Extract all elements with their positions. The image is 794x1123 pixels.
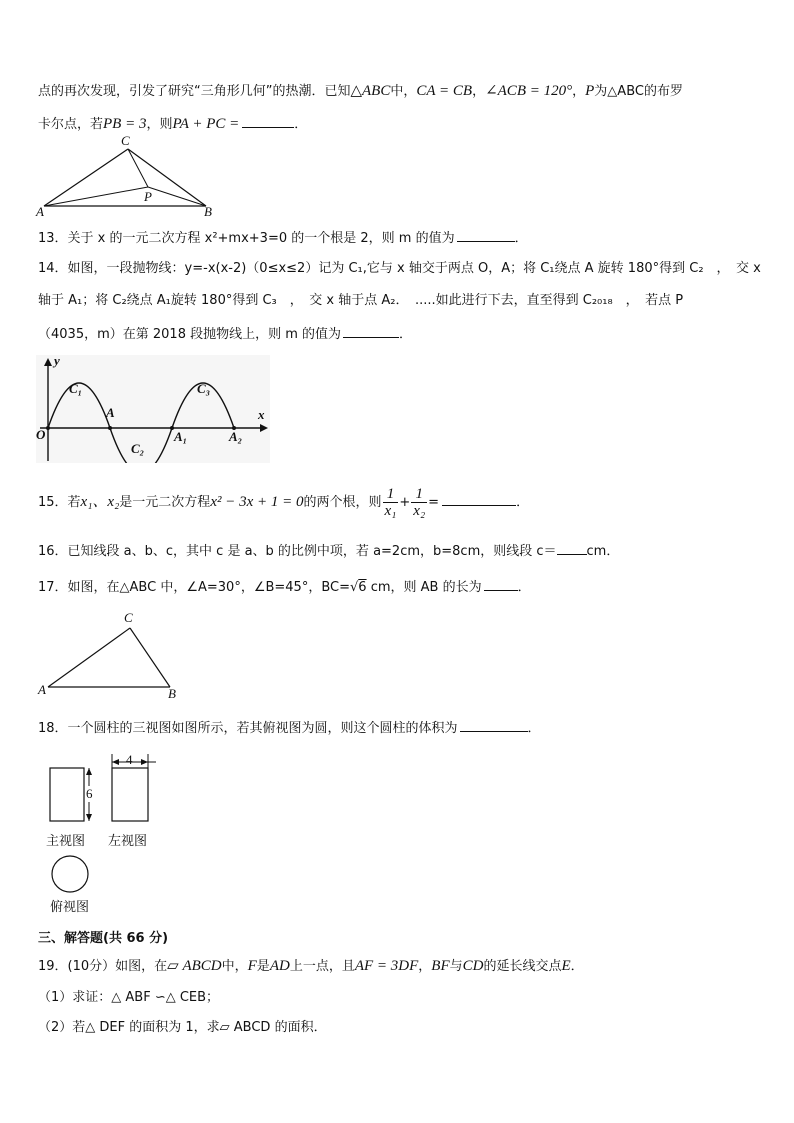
q14-answer-blank[interactable]	[343, 323, 399, 338]
q15-vars: x₁、x₂	[80, 494, 120, 510]
section3-heading: 三、解答题(共 66 分)	[38, 931, 169, 946]
q15-num1: 1	[383, 486, 399, 503]
q14-x-arrow	[260, 424, 268, 432]
q18-figure	[44, 750, 184, 920]
q15-text-a: 15．若	[38, 495, 81, 510]
q12-seg-pc	[128, 149, 148, 187]
q14-label-a2: A₂	[229, 429, 243, 444]
q14-label-a1: A₁	[174, 429, 188, 444]
q14-line1: 14．如图，一段抛物线：y=-x(x-2)（0≤x≤2）记为 C₁,它与 x 轴交于两点 O，A；将 C₁绕点 A 旋转 180°得到 C₂ ， 交 x	[38, 261, 761, 276]
q12-side-ac	[44, 149, 128, 206]
q12-side-cb	[128, 149, 206, 206]
q18-height-arrow-bottom	[86, 814, 92, 821]
q15-equals: =	[428, 495, 440, 510]
q18-height-arrow-top	[86, 768, 92, 775]
q15-end: ．	[516, 495, 530, 510]
q19-eq: AF = 3DF	[354, 958, 419, 974]
q12-line1	[38, 81, 683, 102]
q12-label-b: B	[204, 204, 212, 219]
q14-label-x: x	[258, 407, 265, 422]
q16-line	[38, 540, 619, 562]
q18-top-view-circle	[52, 856, 88, 892]
q19-text-d: 上一点，且	[289, 959, 355, 974]
q15-text-b: 是一元二次方程	[119, 495, 211, 510]
q17-line	[38, 576, 531, 598]
q19-seg-cd: CD	[462, 958, 484, 974]
q14-label-c1: C₁	[69, 381, 83, 396]
q12-text-b: 中，	[390, 84, 417, 99]
q15-den2: x₂	[413, 503, 426, 519]
q19-text-c: 是	[256, 959, 270, 974]
q14-parabola-diagram	[36, 355, 270, 463]
q19-text-b: 中，	[221, 959, 248, 974]
q12-text-d: 卡尔点，若	[38, 117, 104, 132]
q18-label-left-view: 左视图	[108, 834, 148, 849]
q14-end: ．	[399, 327, 413, 342]
q18-width-arrow-left	[112, 759, 119, 765]
q17-label-b: B	[168, 686, 176, 701]
q15-equation: x² − 3x + 1 = 0	[210, 494, 304, 510]
q17-text-mid: cm，则 AB 的长为	[366, 580, 482, 595]
q16-answer-blank[interactable]	[557, 540, 587, 555]
q12-text-a: 点的再次发现，引发了研究“三角形几何”的热潮．已知	[38, 84, 351, 99]
q17-label-c: C	[124, 610, 133, 625]
q16-unit: cm．	[586, 544, 620, 559]
q17-figure	[36, 610, 186, 702]
q12-label-a: A	[36, 204, 44, 219]
q15-den1: x₁	[384, 503, 397, 519]
q14-label-a: A	[106, 405, 115, 420]
q12-seg-pb	[148, 187, 206, 206]
q15-text-c: 的两个根，则	[303, 495, 382, 510]
q18-width-arrow-right	[141, 759, 148, 765]
q14-label-o: O	[36, 427, 46, 442]
q18-label-top-view: 俯视图	[50, 900, 90, 915]
q19-parallelogram: ▱ ABCD	[167, 958, 222, 974]
q12-eq-pb: PB = 3	[103, 116, 147, 132]
q15-fraction-1	[383, 486, 399, 519]
q12-eq-ca-cb: CA = CB	[416, 83, 473, 99]
q12-answer-blank[interactable]	[242, 113, 294, 128]
q12-eq-angle: ∠ACB = 120°	[485, 83, 573, 99]
q12-end: ．	[294, 117, 308, 132]
q17-sqrt-value: 6	[358, 580, 367, 595]
q12-triangle: △ABC	[350, 83, 391, 99]
q19-text-g: 的延长线交点	[483, 959, 562, 974]
q17-label-a: A	[38, 682, 46, 697]
q19-end: ．	[570, 959, 584, 974]
q15-line	[38, 484, 529, 521]
q14-text: （4035，m）在第 2018 段抛物线上，则 m 的值为	[38, 327, 342, 342]
q14-y-arrow	[44, 358, 52, 366]
q19-seg-bf: BF	[431, 958, 450, 974]
q12-sep: ，	[472, 84, 486, 99]
q13-line	[38, 227, 528, 249]
q14-label-c3: C₃	[197, 381, 211, 396]
q18-label-front-view: 主视图	[46, 834, 86, 849]
q14-line3	[38, 323, 412, 345]
q17-side-cb	[130, 628, 170, 687]
q19-text-e: ，	[418, 959, 432, 974]
q12-label-c: C	[121, 133, 130, 148]
q15-plus: +	[399, 495, 411, 510]
q17-answer-blank[interactable]	[484, 576, 518, 591]
q15-num2: 1	[411, 486, 427, 503]
q17-text: 17．如图，在△ABC 中，∠A=30°，∠B=45°，BC=	[38, 580, 350, 595]
q15-answer-blank[interactable]	[442, 491, 516, 506]
q13-answer-blank[interactable]	[457, 227, 515, 242]
q18-end: ．	[527, 721, 541, 736]
q19-text-f: 与	[449, 959, 463, 974]
q13-text: 13．关于 x 的一元二次方程 x²+mx+3=0 的一个根是 2，则 m 的值为	[38, 231, 455, 246]
q15-fraction-2	[411, 486, 427, 519]
q14-label-c2: C₂	[131, 441, 145, 456]
q19-seg-ad: AD	[269, 958, 290, 974]
q12-text-c: 为△ABC的布罗	[594, 84, 683, 99]
q18-left-view-rect	[112, 768, 148, 821]
q12-expr: PA + PC =	[172, 116, 240, 132]
q14-point-o	[46, 426, 50, 430]
q14-point-a	[108, 426, 112, 430]
q19-line1	[38, 956, 584, 977]
q18-line	[38, 717, 541, 739]
q17-side-ac	[48, 628, 130, 687]
q14-line2: 轴于 A₁；将 C₂绕点 A₁旋转 180°得到 C₃ ， 交 x 轴于点 A₂． .....如此进行下去，直至得到 C₂₀₁₈ ， 若点 P	[38, 293, 684, 308]
q12-seg-pa	[44, 187, 148, 206]
q12-point-p: P	[585, 83, 595, 99]
q12-label-p: P	[144, 189, 152, 204]
q12-figure	[36, 134, 222, 220]
q13-end: ．	[514, 231, 528, 246]
q17-triangle-diagram	[36, 610, 186, 702]
q19-part1: （1）求证：△ ABF ∽△ CEB；	[38, 990, 220, 1005]
q12-line2	[38, 113, 307, 135]
q16-text: 16．已知线段 a、b、c，其中 c 是 a、b 的比例中项，若 a=2cm，b=8cm，则线段 c＝	[38, 544, 557, 559]
q14-label-y: y	[54, 353, 60, 368]
q18-front-view-rect	[50, 768, 84, 821]
q18-text: 18．一个圆柱的三视图如图所示，若其俯视图为圆，则这个圆柱的体积为	[38, 721, 458, 736]
q17-sqrt-sign: √	[349, 580, 359, 595]
q18-label-width: 4	[126, 752, 133, 767]
q19-point-e: E	[561, 958, 571, 974]
q19-text-a: 19．(10分）如图，在	[38, 959, 168, 974]
q18-answer-blank[interactable]	[460, 717, 528, 732]
q12-sep2: ，	[572, 84, 586, 99]
q18-label-height: 6	[86, 786, 93, 801]
q14-figure	[36, 355, 270, 463]
q17-end: ．	[517, 580, 531, 595]
q19-point-f: F	[247, 958, 257, 974]
q19-part2: （2）若△ DEF 的面积为 1，求▱ ABCD 的面积．	[38, 1020, 327, 1035]
q12-text-e: ，则	[146, 117, 173, 132]
